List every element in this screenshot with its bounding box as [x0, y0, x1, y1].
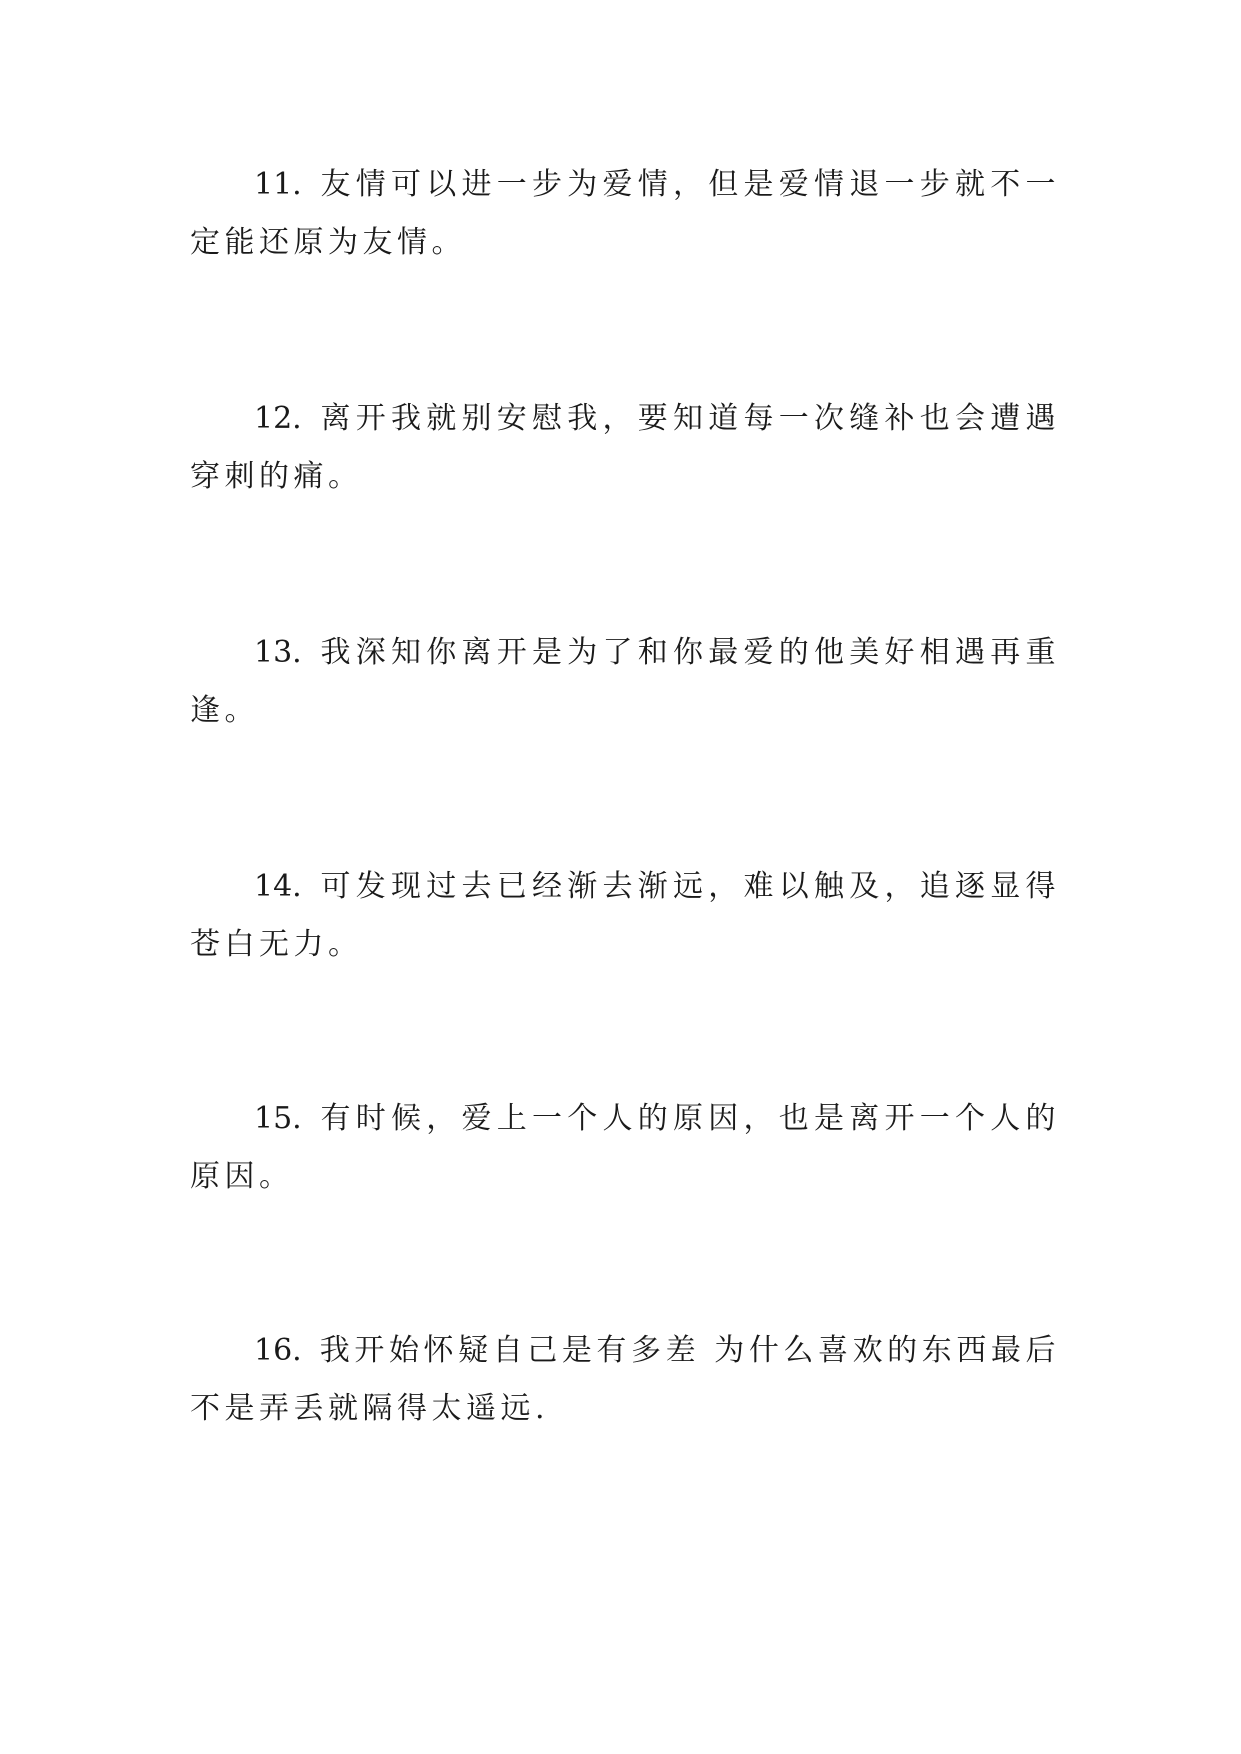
entry-number: 13.	[254, 635, 302, 670]
quote-entry-16	[190, 1322, 1060, 1438]
entry-text: 离开我就别安慰我，要知道每一次缝补也会遭遇穿刺的痛。	[190, 401, 1060, 494]
entry-text: 可发现过去已经渐去渐远，难以触及，追逐显得苍白无力。	[190, 869, 1060, 962]
entry-text: 友情可以进一步为爱情，但是爱情退一步就不一定能还原为友情。	[190, 167, 1060, 260]
quote-entry-14	[190, 858, 1060, 974]
entry-text: 我开始怀疑自己是有多差 为什么喜欢的东西最后不是弄丢就隔得太遥远.	[190, 1333, 1060, 1426]
entry-number: 14.	[254, 869, 302, 904]
quote-entry-15	[190, 1090, 1060, 1206]
entry-number: 15.	[254, 1101, 302, 1136]
quote-entry-13	[190, 624, 1060, 740]
entry-text: 我深知你离开是为了和你最爱的他美好相遇再重逢。	[190, 635, 1060, 728]
quote-entry-12	[190, 390, 1060, 506]
quote-entry-11	[190, 156, 1060, 272]
entry-text: 有时候，爱上一个人的原因，也是离开一个人的原因。	[190, 1101, 1060, 1194]
entry-number: 11.	[254, 167, 302, 202]
entry-number: 12.	[254, 401, 302, 436]
entry-number: 16.	[254, 1333, 302, 1368]
